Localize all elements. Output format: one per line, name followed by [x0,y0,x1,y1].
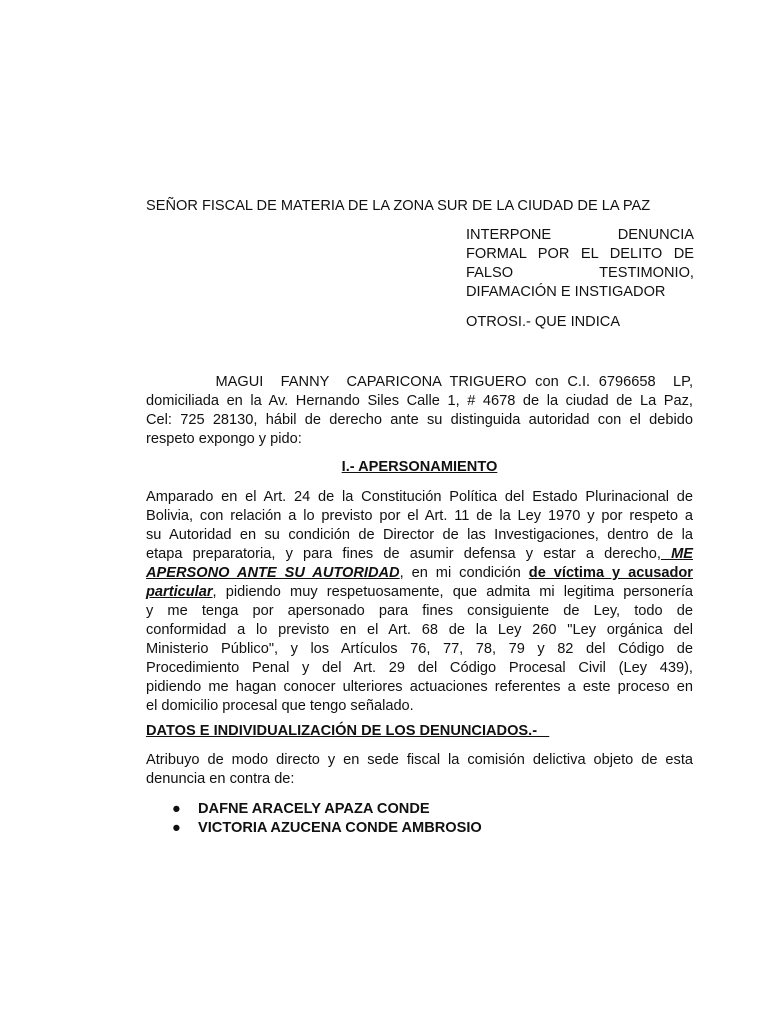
paragraph-line: su Autoridad en su condición de Director de las Investigaciones, dentro de la [146,527,693,543]
intro-paragraph [146,373,693,449]
paragraph-line: el domicilio procesal que tengo señalado. [146,698,414,714]
paragraph-line: domiciliada en la Av. Hernando Siles Calle 1, # 4678 de la ciudad de La Paz, [146,393,693,409]
paragraph-line [146,583,693,602]
paragraph-line: Amparado en el Art. 24 de la Constitución Política del Estado Plurinacional de [146,489,693,505]
petition-summary [466,226,694,302]
paragraph-line: Atribuyo de modo directo y en sede fiscal la comisión delictiva objeto de esta [146,752,693,768]
summary-line: INTERPONE DENUNCIA [466,227,694,243]
paragraph-line: y me tenga por apersonado para fines consiguiente de Ley, todo de [146,603,693,619]
summary-line: DIFAMACIÓN E INSTIGADOR [466,284,666,300]
denounced-name: DAFNE ARACELY APAZA CONDE [198,801,430,817]
denounced-list [172,800,482,838]
line-text: , pidiendo muy respetuosamente, que admita mi legitima personería [212,584,693,600]
paragraph-line: denuncia en contra de: [146,771,295,787]
otrosi-line: OTROSI.- QUE INDICA [466,314,621,330]
paragraph-line: MAGUI FANNY CAPARICONA TRIGUERO con C.I. 6796658 LP, [146,374,693,390]
addressee-line: SEÑOR FISCAL DE MATERIA DE LA ZONA SUR DE LA CIUDAD DE LA PAZ [146,198,651,214]
line-text: , en mi condición [399,565,529,581]
emphasis-text: APERSONO ANTE SU AUTORIDAD [146,565,400,581]
paragraph-line [146,545,693,564]
list-item [172,819,482,838]
apersonamiento-paragraph [146,488,693,716]
section-heading-denunciados: DATOS E INDIVIDUALIZACIÓN DE LOS DENUNCIADOS.- [146,723,550,739]
paragraph-line: respeto expongo y pido: [146,431,302,447]
atribuyo-paragraph [146,751,693,789]
line-text: etapa preparatoria, y para fines de asumir defensa y estar a derecho, [146,546,661,562]
bullet-icon: ● [172,801,181,817]
denounced-name: VICTORIA AZUCENA CONDE AMBROSIO [198,820,482,836]
paragraph-line: Cel: 725 28130, hábil de derecho ante su distinguida autoridad con el debido [146,412,693,428]
paragraph-line [146,564,693,583]
paragraph-line: Bolivia, con relación a lo previsto por el Art. 11 de la Ley 1970 y por respeto a [146,508,693,524]
emphasis-text: ME [660,546,693,562]
emphasis-text: de víctima y acusador [528,565,693,581]
paragraph-line: Procedimiento Penal y del Art. 29 del Código Procesal Civil (Ley 439), [146,660,693,676]
bullet-icon: ● [172,820,181,836]
summary-line: FORMAL POR EL DELITO DE [466,246,694,262]
paragraph-line: conformidad a lo previsto en el Art. 68 de la Ley 260 "Ley orgánica del [146,622,693,638]
list-item [172,800,482,819]
paragraph-line: pidiendo me hagan conocer ulteriores actuaciones referentes a este proceso en [146,679,693,695]
paragraph-line: Ministerio Público", y los Artículos 76, 77, 78, 79 y 82 del Código de [146,641,693,657]
section-heading-apersonamiento: I.- APERSONAMIENTO [341,459,498,475]
emphasis-text: particular [146,584,213,600]
summary-line: FALSO TESTIMONIO, [466,265,694,281]
